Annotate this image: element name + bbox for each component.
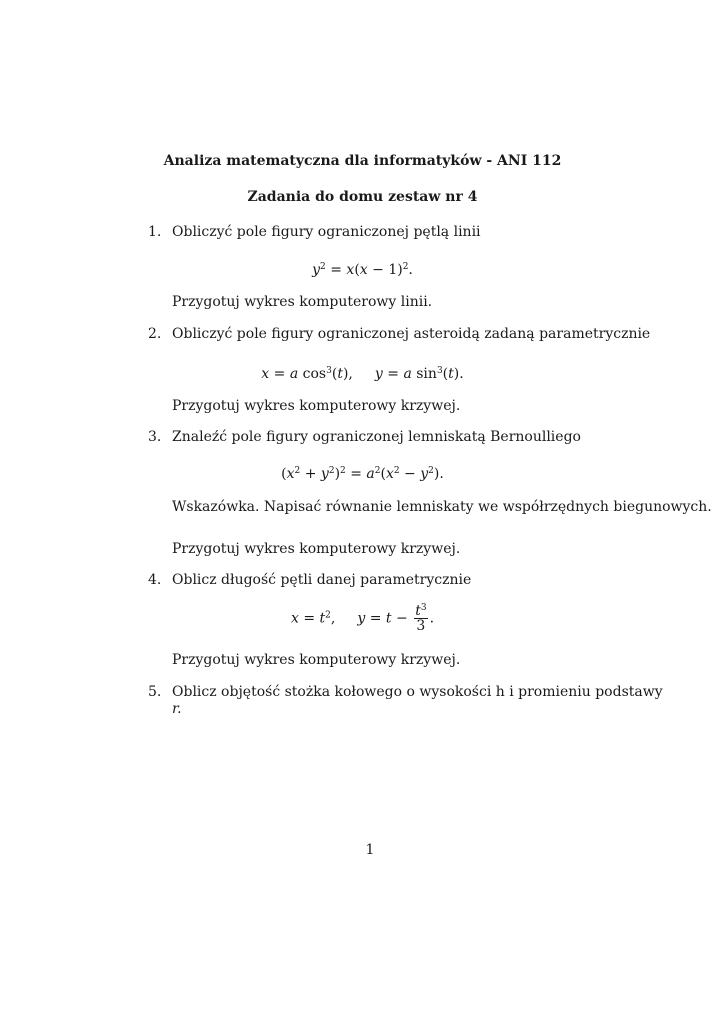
task-3-hint: Wskazówka. Napisać równanie lemniskaty we współrzędnych biegunowych. <box>172 499 712 515</box>
task-2-formula: x = a $\cos^3(t)$, y = a $\sin^3(t)$. <box>261 366 464 382</box>
task-number: 1. <box>148 224 162 240</box>
task-text: Obliczyć pole figury ograniczonej asteroidą zadaną parametrycznie <box>172 326 651 342</box>
course-title: Analiza matematyczna dla informatyków - ANI 112 <box>163 153 562 169</box>
task-3-formula: $(x^2 + y^2)^2 = a^2(x^2 - y^2)$. <box>281 466 444 482</box>
task-text: Oblicz objętość stożka kołowego o wysokości h i promieniu podstawy <box>172 684 663 700</box>
task-5-text-continued: r. <box>172 701 182 717</box>
task-3-note: Przygotuj wykres komputerowy krzywej. <box>172 541 461 557</box>
task-4-note: Przygotuj wykres komputerowy krzywej. <box>172 652 461 668</box>
task-text: Obliczyć pole figury ograniczonej pętlą linii <box>172 224 481 240</box>
set-title: Zadania do domu zestaw nr 4 <box>247 189 478 205</box>
task-text: Znaleźć pole figury ograniczonej lemniskatą Bernoulliego <box>172 429 581 445</box>
fraction: $\frac{t^3}{3}$ <box>415 603 427 634</box>
task-number: 4. <box>148 572 162 588</box>
task-1-note: Przygotuj wykres komputerowy linii. <box>172 294 433 310</box>
task-number: 2. <box>148 326 162 342</box>
task-number: 3. <box>148 429 162 445</box>
task-4-formula: $x = t^2$, y = t − $\frac{t^3}{3}$ . <box>290 603 435 634</box>
task-number: 5. <box>148 684 162 700</box>
task-1-formula: $y^2 = x(x - 1)^2$. <box>312 262 413 278</box>
task-2-note: Przygotuj wykres komputerowy krzywej. <box>172 398 461 414</box>
task-text: Oblicz długość pętli danej parametrycznie <box>172 572 472 588</box>
page-number: 1 <box>365 842 375 858</box>
